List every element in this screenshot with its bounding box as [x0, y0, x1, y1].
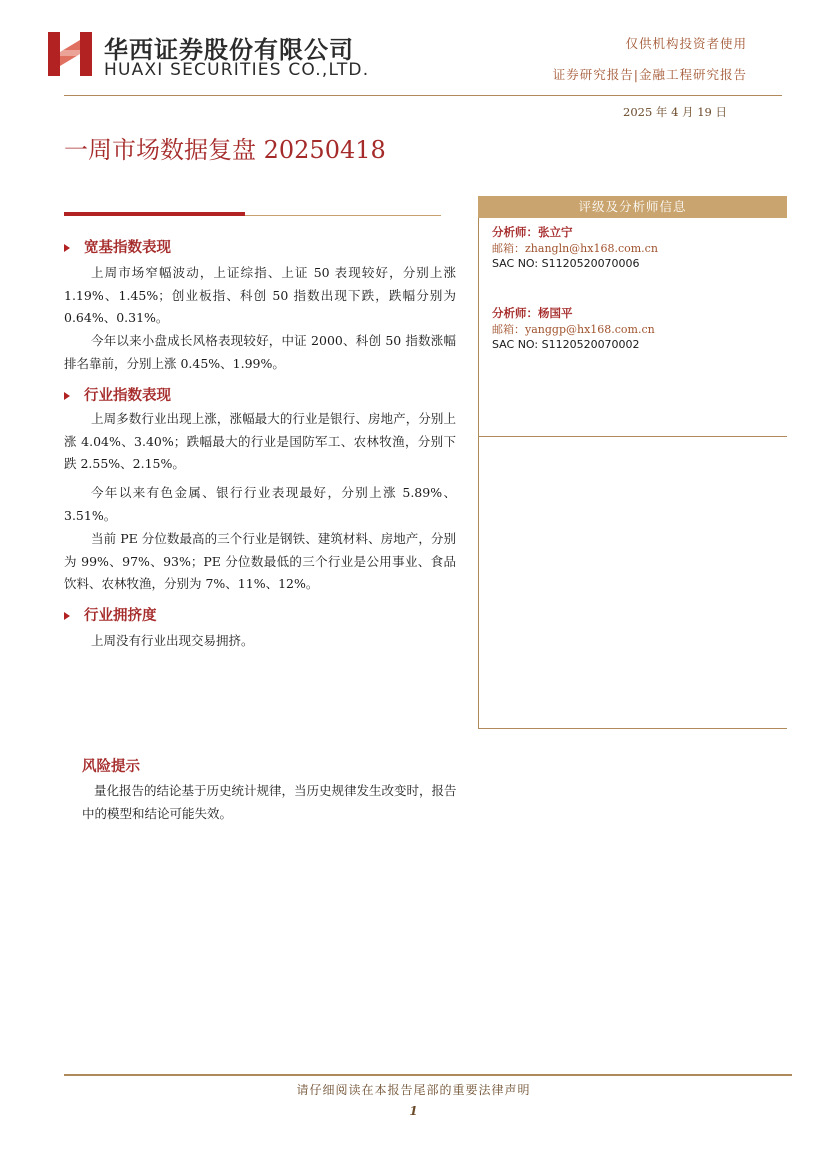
section-accent-line: [245, 215, 441, 216]
triangle-bullet-icon: [64, 612, 70, 620]
paragraph: 上周市场窄幅波动，上证综指、上证 50 表现较好，分别上涨 1.19%、1.45%；创业板指、科创 50 指数出现下跌，跌幅分别为 0.64%、0.31%。: [64, 265, 456, 325]
paragraph: 上周多数行业出现上涨，涨幅最大的行业是银行、房地产，分别上涨 4.04%、3.40%；跌幅最大的行业是国防军工、农林牧渔，分别下跌 2.55%、2.15%。: [64, 411, 456, 471]
footer-rule: [64, 1074, 792, 1076]
header-rule: [64, 95, 782, 96]
company-logo-icon: [48, 32, 92, 76]
paragraph: 今年以来有色金属、银行行业表现最好，分别上涨 5.89%、3.51%。: [64, 485, 456, 523]
triangle-bullet-icon: [64, 244, 70, 252]
company-name-en: HUAXI SECURITIES CO.,LTD.: [104, 60, 370, 80]
legal-notice: 请仔细阅读在本报告尾部的重要法律声明: [296, 1083, 531, 1097]
triangle-bullet-icon: [64, 392, 70, 400]
company-name-cn: 华西证券股份有限公司: [104, 36, 354, 64]
analyst-email[interactable]: 邮箱：zhangln@hx168.com.cn: [492, 242, 658, 255]
analyst-sac: SAC NO: S1120520070006: [492, 257, 640, 270]
page-number: 1: [409, 1104, 418, 1118]
section-heading-industry-index: 行业指数表现: [64, 384, 171, 405]
sidebar-divider: [478, 436, 787, 437]
risk-text: 量化报告的结论基于历史统计规律，当历史规律发生改变时，报告中的模型和结论可能失效。: [82, 783, 457, 821]
paragraph: 上周没有行业出现交易拥挤。: [91, 633, 254, 648]
analyst-sidebar: [478, 196, 787, 729]
report-title: 一周市场数据复盘 20250418: [64, 136, 386, 164]
paragraph: 今年以来小盘成长风格表现较好，中证 2000、科创 50 指数涨幅排名靠前，分别上涨 0.45%、1.99%。: [64, 333, 456, 371]
report-type: 证券研究报告|金融工程研究报告: [552, 67, 747, 82]
analyst-name: 分析师：张立宁: [492, 225, 573, 239]
audience-notice: 仅供机构投资者使用: [625, 36, 747, 51]
analyst-email[interactable]: 邮箱：yanggp@hx168.com.cn: [492, 323, 655, 336]
report-date: 2025 年 4 月 19 日: [623, 105, 727, 119]
risk-heading: 风险提示: [82, 758, 140, 775]
paragraph: 当前 PE 分位数最高的三个行业是钢铁、建筑材料、房地产，分别为 99%、97%、93%；PE 分位数最低的三个行业是公用事业、食品饮料、农林牧渔，分别为 7%、11%、12%。: [64, 531, 456, 591]
section-heading-broad-index: 宽基指数表现: [64, 236, 171, 257]
section-heading-crowding: 行业拥挤度: [64, 604, 157, 625]
sidebar-heading: 评级及分析师信息: [478, 196, 787, 218]
analyst-name: 分析师：杨国平: [492, 306, 573, 320]
section-accent-bar: [64, 212, 245, 216]
analyst-sac: SAC NO: S1120520070002: [492, 338, 640, 351]
